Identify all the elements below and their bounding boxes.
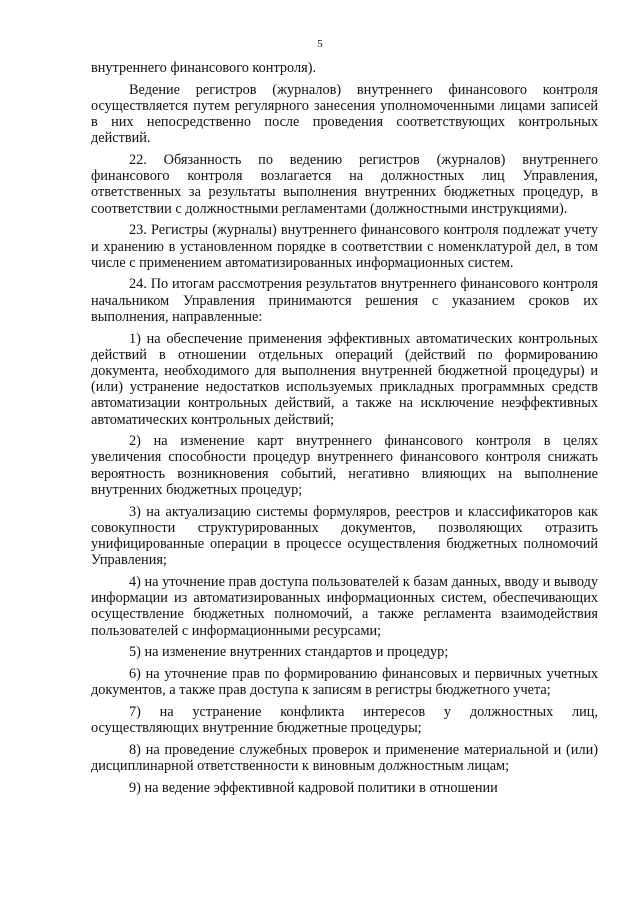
list-item: 9) на ведение эффективной кадровой политики в отношении (129, 779, 498, 796)
paragraph: 24. По итогам рассмотрения результатов внутреннего финансового контроля начальником Управления принимаются решения с указанием сроков их выполнения, направленные: (91, 276, 598, 325)
list-item: 1) на обеспечение применения эффективных автоматических контрольных действий в отношении отдельных операций (действий по формированию документа, необходимого для выполнения внутренней бюджетной процедуры) и (или) устранение недостатков используемых прикладных программных средств автоматизации контрольных действий, а также на исключение неэффективных автоматических контрольных действий; (91, 330, 598, 428)
list-item: 4) на уточнение прав доступа пользователей к базам данных, вводу и выводу информации из автоматизированных информационных систем, обеспечивающих осуществление бюджетных полномочий, а также регламента взаимодействия пользователей с информационными ресурсами; (91, 573, 598, 639)
paragraph: Ведение регистров (журналов) внутреннего финансового контроля осуществляется путем регулярного занесения уполномоченными лицами записей в них непосредственно после проведения соответствующих контрольных действий. (91, 81, 598, 147)
paragraph: внутреннего финансового контроля). (91, 60, 317, 76)
document-body (91, 60, 598, 801)
list-item: 5) на изменение внутренних стандартов и процедур; (129, 644, 449, 661)
list-item: 8) на проведение служебных проверок и применение материальной и (или) дисциплинарной ответственности к виновным должностным лицам; (91, 741, 598, 774)
list-item: 6) на уточнение прав по формированию финансовых и первичных учетных документов, а также прав доступа к записям в регистры бюджетного учета; (91, 665, 598, 699)
list-item: 7) на устранение конфликта интересов у должностных лиц, осуществляющих внутренние бюджетные процедуры; (91, 703, 598, 737)
page-number: 5 (317, 38, 323, 50)
list-item: 3) на актуализацию системы формуляров, реестров и классификаторов как совокупности структурированных документов, позволяющих отразить унифицированные операции в процессе осуществления бюджетных полномочий Управления; (91, 503, 598, 569)
paragraph: 22. Обязанность по ведению регистров (журналов) внутреннего финансового контроля возлагается на должностных лиц Управления, ответственных за результаты выполнения внутренних бюджетных процедур, в соответствии с должностными регламентами (должностными инструкциями). (91, 152, 598, 217)
list-item: 2) на изменение карт внутреннего финансового контроля в целях увеличения способности процедур внутреннего финансового контроля снижать вероятность возникновения событий, негативно влияющих на выполнение внутренних бюджетных процедур; (91, 433, 598, 498)
paragraph: 23. Регистры (журналы) внутреннего финансового контроля подлежат учету и хранению в установленном порядке в соответствии с номенклатурой дел, в том числе с применением автоматизированных информационных систем. (91, 222, 598, 271)
